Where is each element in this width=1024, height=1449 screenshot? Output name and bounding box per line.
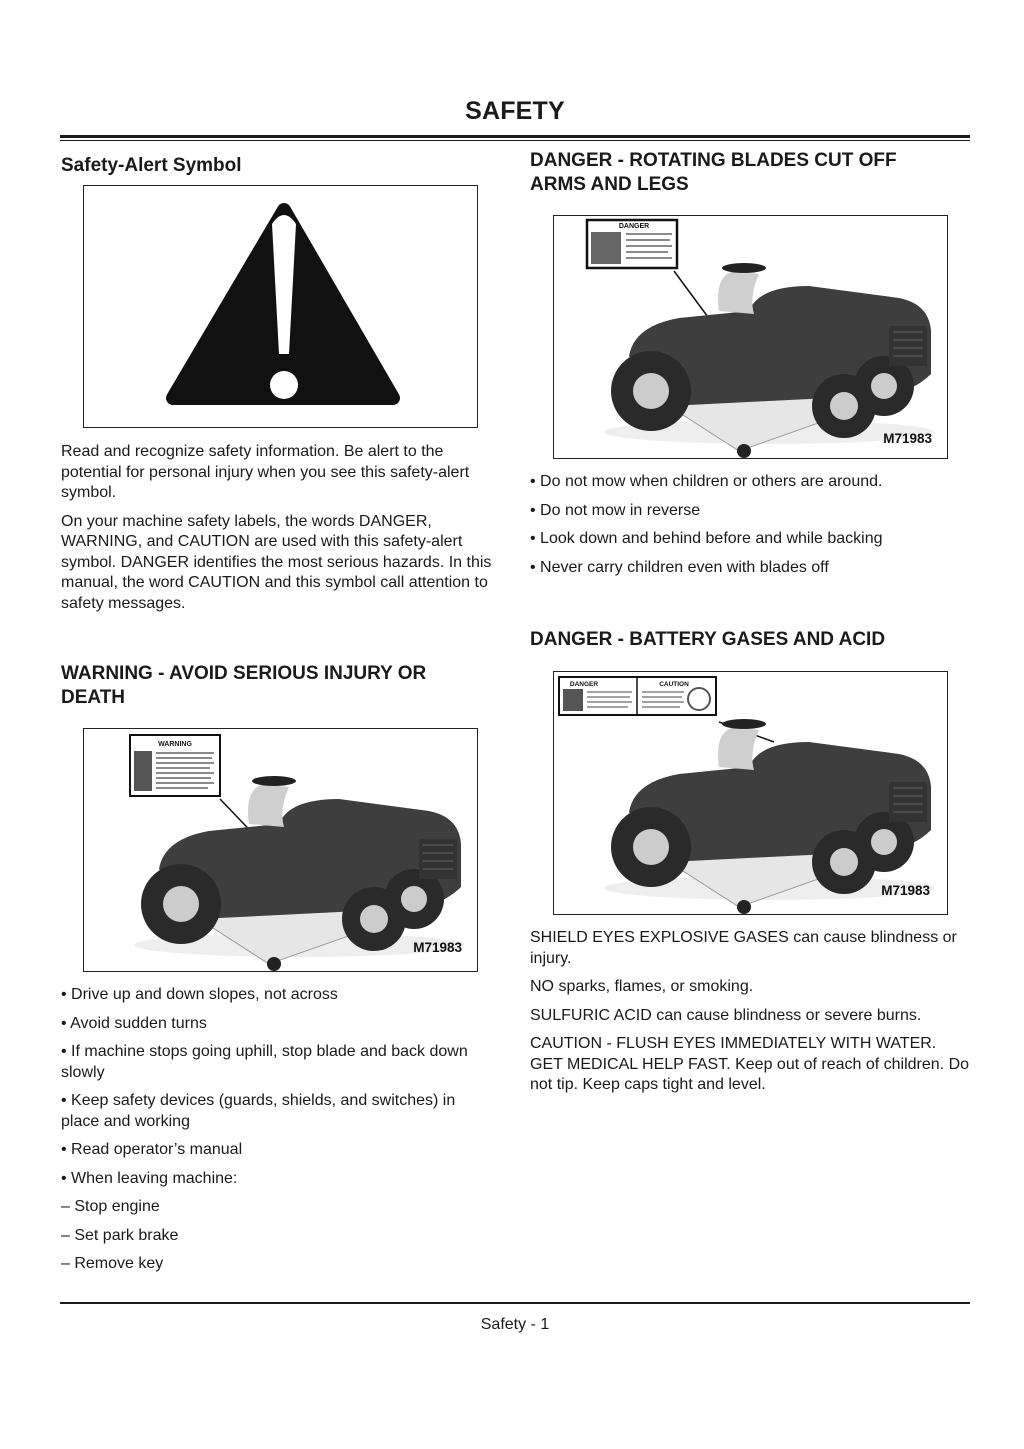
battery-heading: DANGER - BATTERY GASES AND ACID [530, 629, 886, 650]
alert-paragraph-2: On your machine safety labels, the words DANGER, WARNING, and CAUTION are used with this safety-alert symbol. DANGER identifies the most serious hazards. In this manual, the word CAUTION and this symbol call attention to safety messages. [61, 512, 492, 612]
list-item: SULFURIC ACID can cause blindness or severe burns. [530, 1006, 922, 1024]
battery-figure-label: M71983 [881, 883, 930, 898]
list-item: SHIELD EYES EXPLOSIVE GASES can cause blindness or injury. [530, 929, 957, 967]
list-item: • If machine stops going uphill, stop blade and back down slowly [61, 1043, 468, 1081]
page-title: SAFETY [465, 97, 565, 125]
battery-figure [553, 671, 948, 915]
blades-decal-title: DANGER [618, 223, 650, 230]
list-item: – Remove key [61, 1255, 164, 1272]
battery-decal-danger-title: DANGER [569, 681, 599, 688]
alert-paragraph-1: Read and recognize safety information. Be alert to the potential for personal injury when you see this safety-alert symbol. [61, 443, 470, 501]
battery-text-block [530, 928, 970, 1104]
footer-rule [60, 1302, 970, 1304]
safety-alert-triangle-icon [84, 186, 477, 427]
warning-heading: WARNING - AVOID SERIOUS INJURY OR DEATH [61, 663, 427, 708]
header-rule [60, 135, 970, 138]
list-item: • Drive up and down slopes, not across [61, 986, 338, 1003]
list-item: – Stop engine [61, 1198, 160, 1215]
list-item: NO sparks, flames, or smoking. [530, 978, 754, 995]
lawn-tractor-illustration [554, 216, 947, 458]
lawn-tractor-illustration [84, 729, 477, 971]
safety-alert-figure [83, 185, 478, 428]
blades-heading: DANGER - ROTATING BLADES CUT OFF ARMS AND LEGS [530, 150, 897, 195]
header-rule-thin [60, 140, 970, 141]
page-footer: Safety - 1 [480, 1316, 550, 1333]
list-item: • Read operator’s manual [61, 1141, 243, 1158]
list-item: • Never carry children even with blades off [530, 558, 829, 576]
battery-decal-caution-title: CAUTION [659, 681, 689, 688]
blades-bullet-list [530, 472, 970, 586]
list-item: • Do not mow when children or others are around. [530, 473, 883, 490]
lawn-tractor-illustration [554, 672, 947, 914]
list-item: • Keep safety devices (guards, shields, and switches) in place and working [61, 1092, 456, 1130]
warning-figure-label: M71983 [413, 940, 462, 955]
warning-bullet-list [61, 985, 497, 1283]
warning-figure [83, 728, 478, 972]
list-item: CAUTION - FLUSH EYES IMMEDIATELY WITH WATER. GET MEDICAL HELP FAST. Keep out of reach of children. Do not tip. Keep caps tight and level. [530, 1035, 970, 1093]
list-item: • When leaving machine: [61, 1169, 238, 1187]
blades-figure-label: M71983 [883, 431, 932, 446]
blades-figure [553, 215, 948, 459]
list-item: • Do not mow in reverse [530, 501, 701, 519]
safety-alert-heading: Safety-Alert Symbol [61, 155, 242, 176]
list-item: – Set park brake [61, 1226, 179, 1244]
list-item: • Look down and behind before and while backing [530, 530, 883, 547]
warning-decal-title: WARNING [158, 741, 192, 748]
list-item: • Avoid sudden turns [61, 1014, 207, 1032]
